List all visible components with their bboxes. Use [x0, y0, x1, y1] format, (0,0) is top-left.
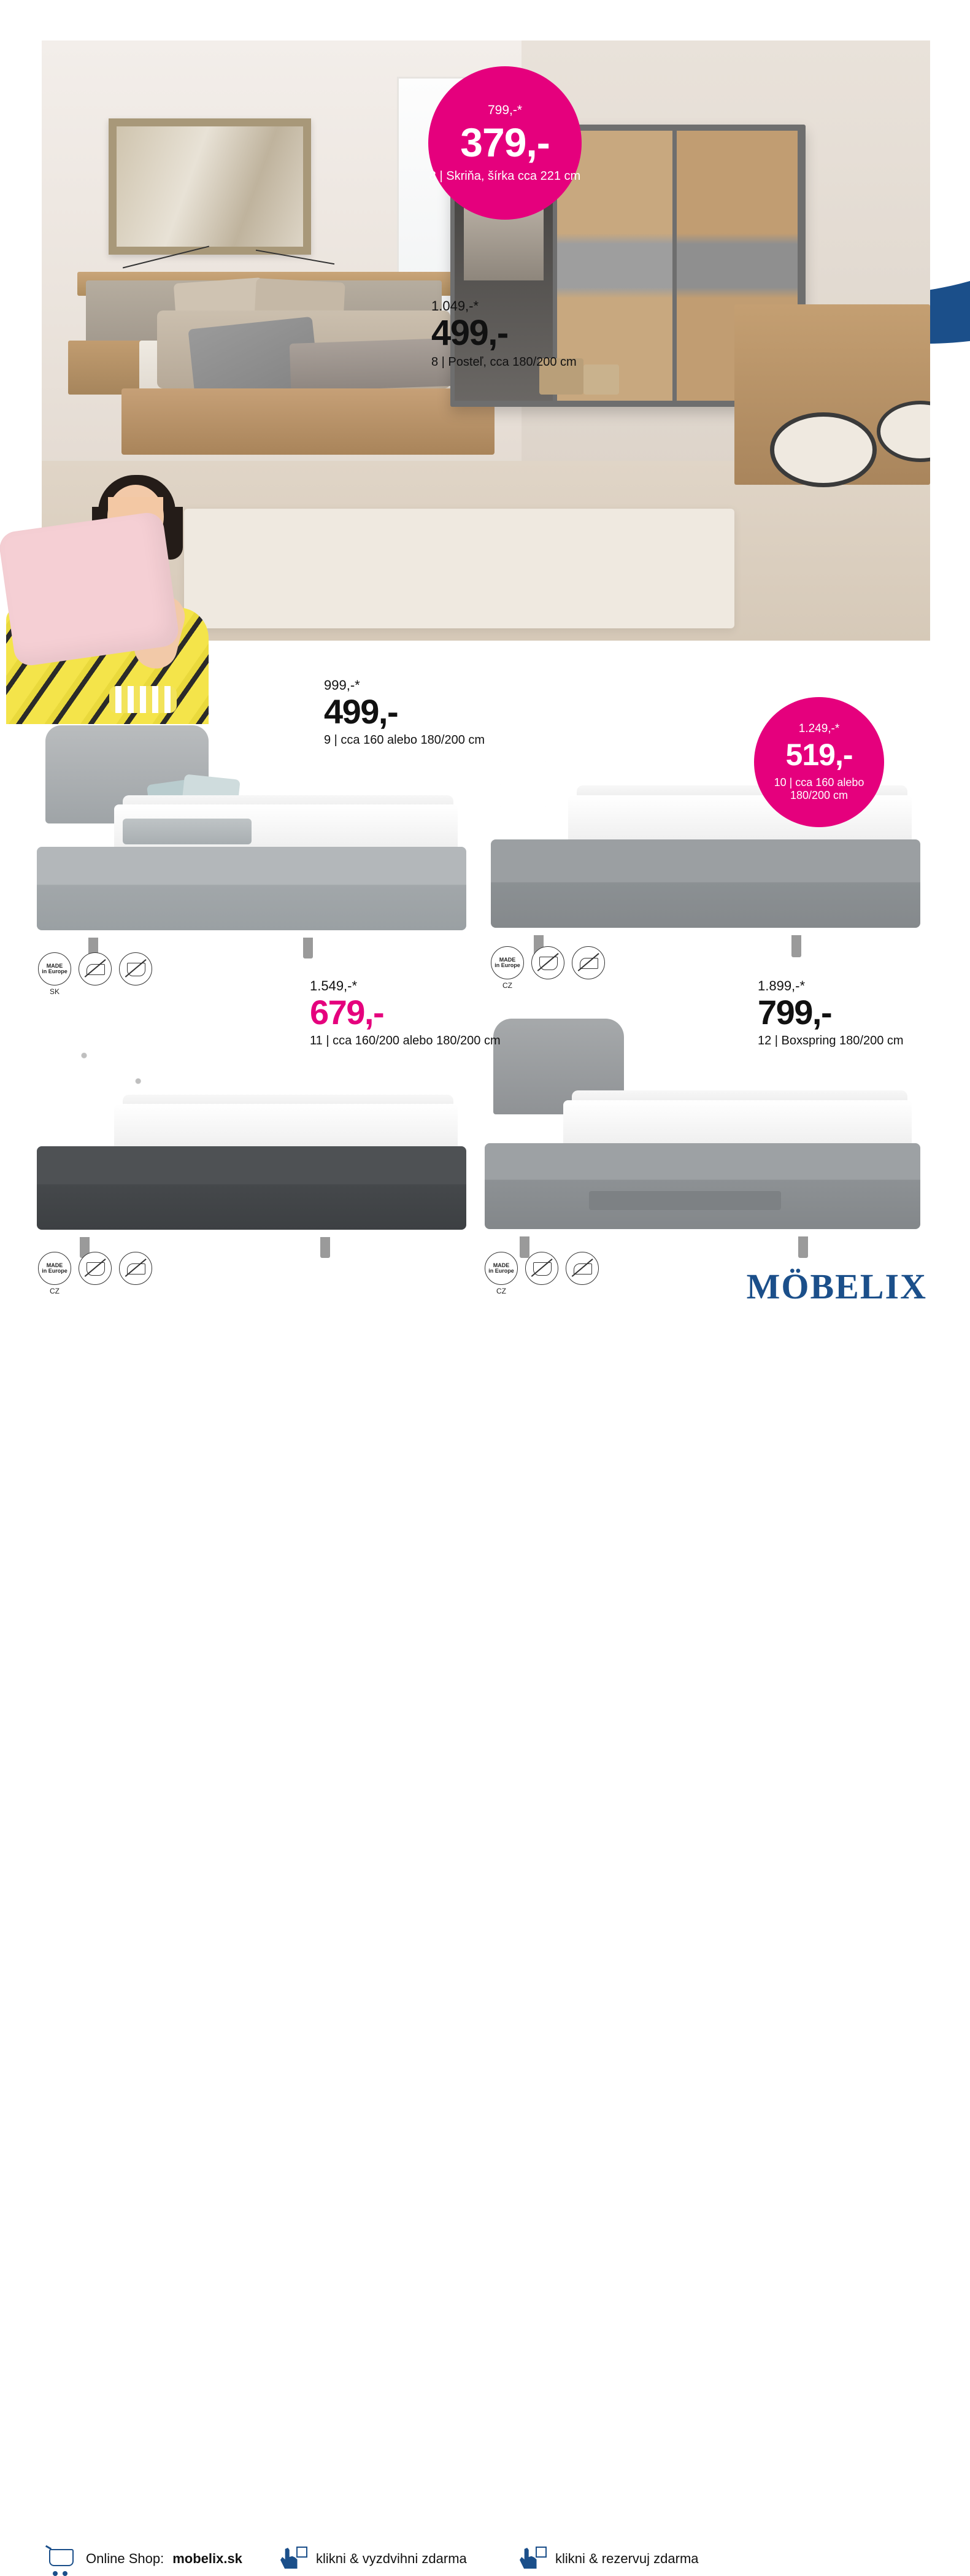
old-price: 1.899,-*: [758, 978, 806, 993]
no-washing-icon: [119, 952, 152, 985]
old-price: 1.049,-*: [431, 298, 479, 314]
price-block-product-9[interactable]: [324, 679, 485, 748]
badges-product-10: [491, 946, 605, 990]
made-in-europe-icon: [491, 946, 524, 979]
bed-foot-right: [303, 938, 313, 958]
product-description: 10 | cca 160 alebo 180/200 cm: [774, 776, 864, 801]
click-reserve-label: klikni & rezervuj zdarma: [555, 2551, 699, 2566]
bed-blanket: [123, 819, 252, 844]
no-ironing-icon: [79, 952, 112, 985]
hero-basket-2: [583, 364, 619, 395]
footer-online-shop[interactable]: [49, 2547, 242, 2571]
new-price: 799,-: [758, 993, 832, 1032]
price-block-product-12[interactable]: [758, 979, 904, 1049]
origin-label: CZ: [502, 981, 512, 990]
price-bubble-product-10[interactable]: [754, 697, 884, 827]
footer-click-collect[interactable]: [279, 2547, 467, 2571]
bed-base: [485, 1143, 920, 1229]
hero-cart-wheel-1: [770, 412, 876, 487]
bed-storage-drawer: [589, 1191, 780, 1210]
online-shop-url[interactable]: mobelix.sk: [172, 2551, 242, 2566]
badge-europe-text: in Europe: [495, 962, 520, 968]
badge-made-text: MADE: [499, 956, 516, 963]
hero-mirror: [109, 118, 311, 255]
online-shop-label: Online Shop:: [86, 2551, 164, 2566]
shopping-cart-icon: [49, 2547, 77, 2571]
origin-label: SK: [49, 987, 60, 996]
product-description: 9 | cca 160 alebo 180/200 cm: [324, 733, 485, 747]
badge-europe-text: in Europe: [488, 1268, 514, 1274]
badges-product-9: [38, 952, 152, 996]
brand-logo: MÖBELIX: [746, 1267, 927, 1306]
price-block-product-11[interactable]: [310, 979, 501, 1049]
hand-reserve-icon: [518, 2547, 547, 2571]
no-ironing-icon: [572, 946, 605, 979]
product-description: 11 | cca 160/200 alebo 180/200 cm: [310, 1034, 501, 1047]
bed-base: [37, 1146, 466, 1230]
new-price: 379,-: [460, 119, 550, 165]
product-image-11: [37, 1025, 466, 1258]
new-price: 499,-: [431, 313, 508, 353]
bed-foot-right: [791, 935, 801, 957]
click-collect-label: klikni & vyzdvihni zdarma: [316, 2551, 467, 2566]
product-description: 8 | Skriňa, šírka cca 221 cm: [429, 169, 581, 183]
product-image-12: [485, 1019, 920, 1258]
product-description: 8 | Posteľ, cca 180/200 cm: [431, 355, 577, 369]
old-price: 999,-*: [324, 677, 360, 693]
model-with-pillow: [0, 454, 264, 718]
badge-made-text: MADE: [493, 1262, 510, 1268]
hero-rug: [184, 509, 735, 629]
badge-europe-text: in Europe: [42, 968, 67, 974]
hand-click-icon: [279, 2547, 307, 2571]
new-price: 519,-: [785, 738, 853, 773]
origin-label: CZ: [50, 1287, 60, 1295]
product-description: 12 | Boxspring 180/200 cm: [758, 1034, 904, 1047]
footer-click-reserve[interactable]: [518, 2547, 699, 2571]
old-price: 1.249,-*: [798, 722, 840, 736]
origin-label: CZ: [496, 1287, 506, 1295]
bed-base: [37, 847, 466, 931]
badge-made-text: MADE: [46, 1262, 63, 1268]
no-washing-icon: [531, 946, 564, 979]
price-block-bed-8[interactable]: [431, 299, 577, 370]
bed-foot-right: [320, 1237, 330, 1258]
new-price: 679,-: [310, 993, 384, 1032]
old-price: 1.549,-*: [310, 978, 358, 993]
bed-base: [491, 839, 920, 928]
model-sock: [109, 686, 177, 713]
new-price: 499,-: [324, 692, 398, 731]
price-bubble-wardrobe[interactable]: [428, 66, 582, 220]
made-in-europe-icon: [38, 952, 71, 985]
hero-nightstand: [68, 341, 148, 395]
hero-bed-frame: [121, 388, 495, 455]
bed-foot-right: [798, 1236, 808, 1258]
badge-made-text: MADE: [46, 962, 63, 969]
old-price: 799,-*: [487, 102, 523, 117]
product-image-9: [37, 725, 466, 958]
badge-europe-text: in Europe: [42, 1268, 67, 1274]
pink-pillow: [0, 511, 180, 667]
